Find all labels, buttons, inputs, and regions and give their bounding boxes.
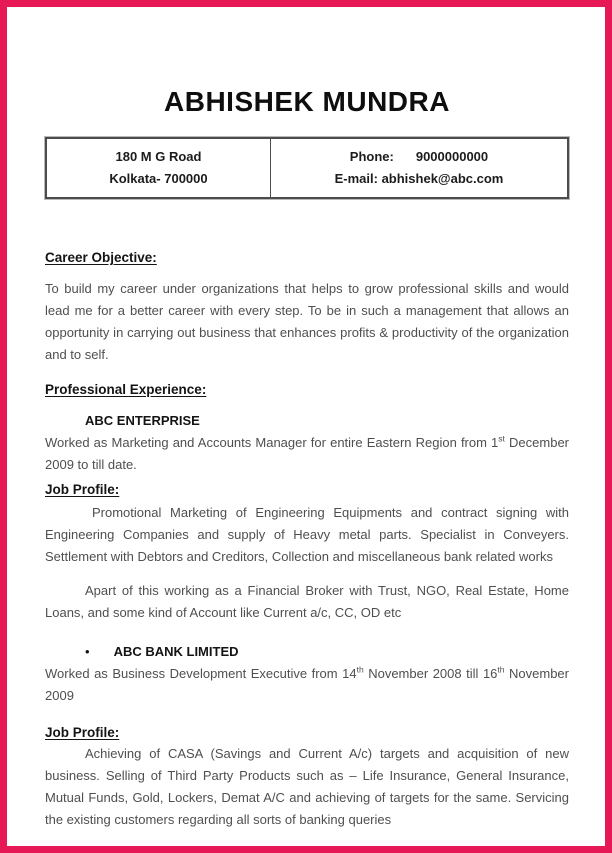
address-line-2: Kolkata- 700000 xyxy=(109,171,208,186)
role-text-fragment: November 2009 xyxy=(45,666,569,703)
phone-email-cell xyxy=(270,138,568,198)
job-profile-1-paragraph-2: Apart of this working as a Financial Broker with Trust, NGO, Real Estate, Home Loans, and some kind of Account like Current a/c, CC, OD etc xyxy=(45,583,569,620)
role-line-bank xyxy=(45,663,569,707)
job-profile-2-paragraph: Achieving of CASA (Savings and Current A/c) targets and acquisition of new business. Selling of Third Party Products such as – Life Insurance, General Insurance, Mutual Funds, Gold, Lockers, Demat A/C and achieving of targets for the same. Servicing the existing customers regarding all sorts of banking queries xyxy=(45,746,569,827)
professional-experience-heading: Professional Experience: xyxy=(45,382,207,397)
contact-row xyxy=(46,138,568,198)
ordinal-superscript: th xyxy=(497,664,505,675)
email-line: E-mail: abhishek@abc.com xyxy=(334,171,504,186)
role-text-fragment: Worked as Marketing and Accounts Manager for entire Eastern Region from 1 xyxy=(45,435,499,450)
company-name-abc-bank: ABC BANK LIMITED xyxy=(113,644,239,659)
phone-line xyxy=(275,146,563,168)
company-bullet-line xyxy=(45,641,569,663)
job-profile-1-heading: Job Profile: xyxy=(45,482,120,497)
role-text-fragment: November 2008 till 16 xyxy=(363,666,498,681)
job-profile-2-heading: Job Profile: xyxy=(45,725,120,740)
phone-label: Phone: xyxy=(349,149,394,164)
career-objective-heading: Career Objective: xyxy=(45,250,157,265)
role-text-fragment: December 2009 to till date. xyxy=(45,435,570,472)
role-text-fragment: Worked as Business Development Executive from 14 xyxy=(45,666,357,681)
address-line-1: 180 M G Road xyxy=(115,149,202,164)
bullet-icon: • xyxy=(85,644,90,659)
contact-table xyxy=(45,137,569,199)
page-title: ABHISHEK MUNDRA xyxy=(164,86,450,117)
resume-content xyxy=(7,7,605,831)
phone-value: 9000000000 xyxy=(415,149,489,164)
job-profile-1-paragraph-1: Promotional Marketing of Engineering Equipments and contract signing with Engineering Companies and supply of Heavy metal parts. Specialist in Conveyers. Settlement with Debtors and Creditors, Collection and miscellaneous bank related works xyxy=(45,505,569,564)
address-cell xyxy=(46,138,270,198)
ordinal-superscript: st xyxy=(498,433,505,444)
role-line-enterprise xyxy=(45,432,569,476)
career-objective-paragraph: To build my career under organizations that helps to grow professional skills and would lead me for a better career with every step. To be in such a management that allows an opportunity in carrying out business that enhances profits & productivity of the organization and to self. xyxy=(45,281,569,362)
ordinal-superscript: th xyxy=(356,664,364,675)
company-name-abc-enterprise: ABC ENTERPRISE xyxy=(85,413,200,428)
